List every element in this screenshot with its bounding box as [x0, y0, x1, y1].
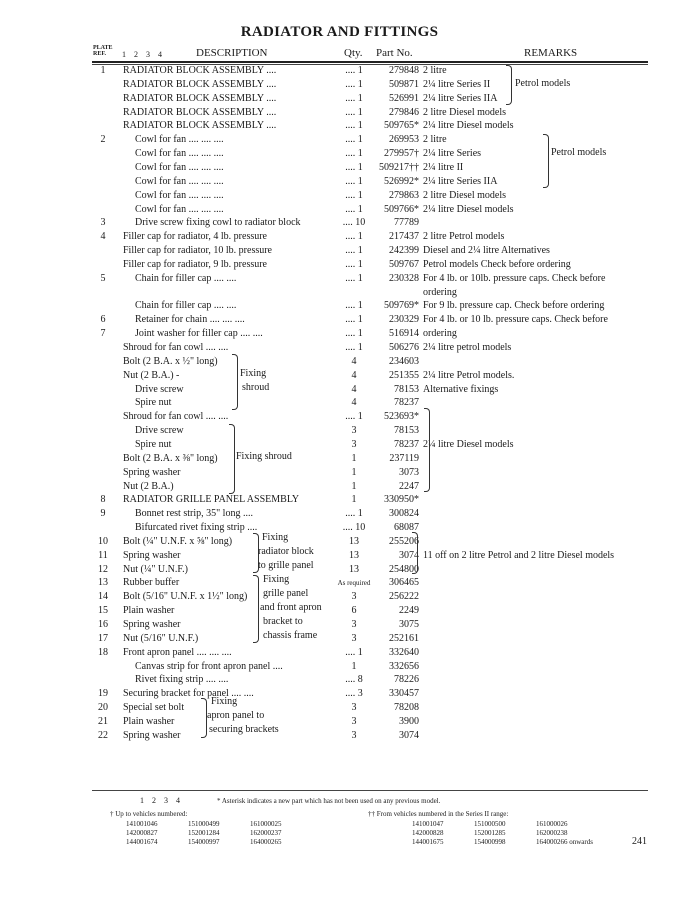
qty-cell: 1: [351, 452, 357, 464]
description-cell: Spire nut: [135, 397, 172, 409]
vehicle-number: 161000025: [250, 820, 282, 828]
table-row: [0, 313, 679, 327]
description-cell: Chain for filler cap .... ....: [135, 272, 237, 284]
ref-cell: 10: [98, 535, 108, 547]
qty-cell: .... 1: [345, 106, 363, 118]
qty-cell: .... 1: [345, 175, 363, 187]
qty-cell: 1: [351, 466, 357, 478]
group-label-grille-1: Fixing: [262, 532, 289, 543]
remarks-cell: 2¼ litre Diesel models: [423, 120, 514, 132]
remarks-cell: 2 litre: [423, 65, 447, 76]
table-row: [0, 369, 679, 383]
qty-header: Qty.: [344, 47, 363, 59]
ref-cell: 20: [98, 702, 108, 714]
part-number-cell: 332656: [389, 660, 419, 672]
vehicle-number: 144001675: [412, 838, 444, 846]
qty-cell: .... 1: [345, 272, 363, 284]
qty-cell: .... 1: [345, 134, 363, 146]
table-row: [0, 230, 679, 244]
brace-petrol-2: [543, 134, 549, 188]
part-number-cell: 509871: [389, 78, 419, 90]
qty-cell: As required: [337, 579, 371, 588]
qty-cell: .... 1: [345, 245, 363, 257]
table-row: [0, 618, 679, 632]
description-cell: Plain washer: [123, 715, 175, 727]
part-number-cell: 255206: [389, 535, 419, 547]
footer-rule: [92, 790, 648, 791]
model-columns-header: 1 2 3 4: [122, 50, 165, 59]
description-cell: Shroud for fan cowl .... ....: [123, 342, 229, 353]
ref-cell: 1: [100, 65, 106, 76]
qty-cell: .... 1: [345, 231, 363, 243]
table-row: [0, 216, 679, 230]
qty-cell: 3: [351, 715, 357, 727]
ref-cell: 11: [98, 549, 108, 561]
part-number-cell: 509767: [389, 258, 419, 270]
table-row: [0, 189, 679, 203]
vehicle-number: 154000998: [474, 838, 506, 846]
part-number-cell: 234603: [389, 355, 419, 367]
table-row: [0, 106, 679, 120]
description-cell: Nut (2 B.A.) -: [123, 369, 180, 381]
description-cell: RADIATOR BLOCK ASSEMBLY ....: [123, 78, 277, 90]
qty-cell: 3: [351, 702, 357, 714]
remarks-cell: 2 litre: [423, 134, 447, 146]
vehicle-number: 152001284: [188, 829, 220, 837]
qty-cell: .... 1: [345, 92, 363, 104]
page-number: 241: [632, 836, 647, 847]
table-row: [0, 258, 679, 272]
part-number-cell: 251355: [389, 369, 419, 381]
qty-cell: .... 1: [345, 120, 363, 132]
table-row: [0, 424, 679, 438]
qty-cell: .... 1: [345, 342, 363, 353]
table-row: [0, 646, 679, 660]
description-cell: RADIATOR BLOCK ASSEMBLY ....: [123, 65, 277, 76]
remarks-cell: For 4 lb. or 10lb. pressure caps. Check before: [423, 272, 606, 284]
table-row: [0, 341, 679, 355]
table-row: [0, 78, 679, 92]
part-number-cell: 306465: [389, 577, 419, 589]
table-row: [0, 327, 679, 341]
vehicle-number: 162000238: [536, 829, 568, 837]
vehicle-number: 154000997: [188, 838, 220, 846]
remarks-cell: 2¼ litre II: [423, 161, 464, 173]
remarks-cell: 2¼ litre petrol models: [423, 342, 512, 353]
part-number-cell: 523693*: [384, 411, 419, 423]
description-cell: Spring washer: [123, 729, 181, 741]
qty-cell: 4: [351, 383, 357, 395]
part-number-cell: 3075: [399, 619, 419, 630]
description-cell: RADIATOR BLOCK ASSEMBLY ....: [123, 92, 277, 104]
part-number-cell: 3074: [399, 549, 419, 561]
part-number-cell: 509766*: [384, 203, 419, 215]
table-row: [0, 660, 679, 674]
part-number-cell: 506276: [389, 342, 419, 353]
ref-cell: 2: [100, 134, 106, 146]
table-row: [0, 493, 679, 507]
brace-petrol-1: [506, 65, 512, 105]
brace-grille-parts: [412, 532, 418, 574]
description-cell: Retainer for chain .... .... ....: [135, 314, 245, 326]
qty-cell: .... 1: [345, 189, 363, 201]
table-row: [0, 410, 679, 424]
part-number-cell: 516914: [389, 328, 419, 340]
qty-cell: .... 10: [342, 217, 366, 229]
table-row: [0, 175, 679, 189]
qty-cell: .... 1: [345, 411, 363, 423]
part-number-cell: 3900: [399, 715, 419, 727]
table-row: [0, 299, 679, 313]
remarks-cell: 2¼ litre Petrol models.: [423, 369, 515, 381]
vehicle-number: 164000265: [250, 838, 282, 846]
description-cell: Joint washer for filler cap .... ....: [135, 328, 263, 340]
remarks-header: REMARKS: [524, 47, 578, 59]
ref-cell: 7: [100, 328, 106, 340]
description-cell: Cowl for fan .... .... ....: [135, 203, 224, 215]
table-row: [0, 576, 679, 590]
vehicle-number: 162000237: [250, 829, 282, 837]
ref-cell: 18: [98, 646, 108, 658]
group-label-apron-4: bracket to: [263, 616, 303, 627]
table-row: [0, 64, 679, 78]
part-number-cell: 269953: [389, 134, 419, 146]
qty-cell: 3: [351, 619, 357, 630]
group-label-apron-3: and front apron: [260, 602, 322, 613]
part-number-cell: 526992*: [384, 175, 419, 187]
group-label-apron-5: chassis frame: [263, 630, 318, 641]
table-row: [0, 535, 679, 549]
table-row: [0, 161, 679, 175]
remarks-cell: 2 litre Diesel models: [423, 189, 507, 201]
description-cell: Nut (5/16" U.N.F.): [123, 632, 199, 644]
group-label-petrol-1: Petrol models: [515, 78, 571, 89]
remarks-cell: 11 off on 2 litre Petrol and 2 litre Diesel models: [423, 549, 615, 561]
qty-cell: .... 1: [345, 508, 363, 520]
description-cell: Filler cap for radiator, 10 lb. pressure: [123, 245, 272, 257]
remarks-cell: ordering: [423, 328, 457, 340]
table-row: [0, 507, 679, 521]
group-label-bracket-2: apron panel to: [207, 710, 265, 721]
group-label-apron-2: grille panel: [263, 588, 309, 599]
group-label-grille-3: to grille panel: [258, 560, 314, 571]
qty-cell: 4: [351, 397, 357, 409]
part-number-cell: 237119: [389, 452, 419, 464]
description-cell: Bifurcated rivet fixing strip ....: [135, 522, 258, 534]
part-number-cell: 242399: [389, 245, 419, 257]
qty-cell: 4: [351, 369, 357, 381]
table-row: [0, 452, 679, 466]
table-row: [0, 701, 679, 715]
remarks-cell: 2 litre Diesel models: [423, 106, 507, 118]
ref-cell: 15: [98, 605, 108, 617]
qty-cell: .... 1: [345, 328, 363, 340]
description-cell: Front apron panel .... .... ....: [123, 646, 232, 658]
description-cell: Plain washer: [123, 605, 175, 617]
part-number-cell: 78237: [394, 397, 419, 409]
description-cell: Cowl for fan .... .... ....: [135, 161, 224, 173]
brace-fixing-shroud-2: [229, 424, 235, 494]
qty-cell: .... 1: [345, 258, 363, 270]
ref-cell: 13: [98, 577, 108, 589]
qty-cell: 13: [349, 535, 359, 547]
remarks-cell: 2 litre Petrol models: [423, 231, 505, 243]
part-number-cell: 78208: [394, 702, 419, 714]
qty-cell: 6: [351, 605, 357, 617]
table-row: [0, 687, 679, 701]
part-number-cell: 2249: [399, 605, 419, 617]
part-number-cell: 256222: [389, 591, 419, 603]
part-number-cell: 330457: [389, 688, 419, 700]
table-row: [0, 590, 679, 604]
remarks-cell: For 9 lb. pressure cap. Check before ordering: [423, 300, 605, 312]
vehicle-number: 141001047: [412, 820, 444, 828]
part-number-cell: 78226: [394, 674, 419, 686]
description-cell: Cowl for fan .... .... ....: [135, 148, 224, 160]
brace-fixing-shroud-1: [232, 354, 238, 410]
asterisk-note: * Asterisk indicates a new part which has not been used on any previous model.: [217, 797, 441, 805]
description-cell: Spring washer: [123, 549, 181, 561]
remarks-cell: For 4 lb. or 10 lb. pressure caps. Check before: [423, 314, 608, 326]
description-cell: Filler cap for radiator, 4 lb. pressure: [123, 231, 267, 243]
remarks-cell: Petrol models Check before ordering: [423, 258, 571, 270]
table-row: [0, 466, 679, 480]
description-header: DESCRIPTION: [196, 47, 268, 59]
description-cell: Spring washer: [123, 466, 181, 478]
table-row: [0, 383, 679, 397]
remarks-cell: Diesel and 2¼ litre Alternatives: [423, 245, 550, 257]
table-row: [0, 521, 679, 535]
description-cell: Bolt (5/16" U.N.F. x 1½" long): [123, 591, 248, 603]
qty-cell: .... 1: [345, 203, 363, 215]
remarks-cell: ordering: [423, 286, 457, 298]
part-number-cell: 78153: [394, 425, 419, 437]
description-cell: Securing bracket for panel .... ....: [123, 688, 254, 700]
ref-cell: 5: [100, 272, 106, 284]
qty-cell: .... 1: [345, 161, 363, 173]
qty-cell: 13: [349, 563, 359, 575]
qty-cell: .... 1: [345, 65, 363, 76]
plate-label: PLATE: [93, 45, 113, 51]
table-row: [0, 355, 679, 369]
qty-cell: .... 8: [345, 674, 363, 686]
remarks-cell: 2¼ litre Series II: [423, 78, 491, 90]
table-row: [0, 396, 679, 410]
ref-cell: 22: [98, 729, 108, 741]
table-row: [0, 119, 679, 133]
table-row: [0, 729, 679, 743]
table-row: [0, 480, 679, 494]
qty-cell: 3: [351, 591, 357, 603]
description-cell: Cowl for fan .... .... ....: [135, 134, 224, 146]
description-cell: RADIATOR GRILLE PANEL ASSEMBLY: [123, 494, 300, 506]
vehicle-number: 151000500: [474, 820, 506, 828]
part-number-cell: 254800: [389, 563, 419, 575]
description-cell: Canvas strip for front apron panel ....: [135, 660, 283, 672]
description-cell: Bolt (2 B.A. x ½" long): [123, 355, 218, 367]
part-number-cell: 252161: [389, 632, 419, 644]
part-number-cell: 3074: [399, 729, 419, 741]
header-rule-thick: [92, 61, 648, 63]
ref-cell: 17: [98, 632, 108, 644]
description-cell: Nut (2 B.A.): [123, 480, 174, 492]
vehicle-number: 151000499: [188, 820, 220, 828]
double-dagger-note: †† From vehicles numbered in the Series II range:: [368, 810, 509, 818]
vehicle-number: 144001674: [126, 838, 158, 846]
part-number-cell: 332640: [389, 646, 419, 658]
part-no-header: Part No.: [376, 47, 413, 59]
group-label-grille-2: radiator block: [258, 546, 314, 557]
description-cell: Bonnet rest strip, 35" long ....: [135, 508, 253, 520]
ref-cell: 3: [100, 217, 106, 229]
group-label-bracket-1: Fixing: [211, 696, 238, 707]
part-number-cell: 230329: [389, 314, 419, 326]
qty-cell: 1: [351, 660, 357, 672]
description-cell: Spire nut: [135, 438, 172, 450]
remarks-cell: Alternative fixings: [423, 383, 499, 395]
qty-cell: 3: [351, 425, 357, 437]
description-cell: Cowl for fan .... .... ....: [135, 175, 224, 187]
description-cell: Special set bolt: [123, 702, 185, 714]
remarks-cell: 2¼ litre Series IIA: [423, 92, 498, 104]
description-cell: Drive screw fixing cowl to radiator block: [135, 217, 301, 229]
table-row: [0, 673, 679, 687]
part-number-cell: 330950*: [384, 494, 419, 506]
table-row: [0, 286, 679, 300]
part-number-cell: 300824: [389, 508, 419, 520]
ref-cell: 4: [100, 231, 106, 243]
description-cell: Cowl for fan .... .... ....: [135, 189, 224, 201]
vehicle-number: 142000827: [126, 829, 158, 837]
qty-cell: .... 1: [345, 646, 363, 658]
table-row: [0, 272, 679, 286]
part-number-cell: 509769*: [384, 300, 419, 312]
plate-ref-header: [93, 45, 113, 57]
qty-cell: .... 3: [345, 688, 363, 700]
part-number-cell: 78237: [394, 438, 419, 450]
description-cell: Rubber buffer: [123, 577, 180, 589]
remarks-cell: 2¼ litre Series: [423, 148, 482, 160]
description-cell: Bolt (2 B.A. x ⅜" long): [123, 452, 218, 464]
qty-cell: .... 1: [345, 148, 363, 160]
part-number-cell: 279846: [389, 106, 419, 118]
qty-cell: 3: [351, 438, 357, 450]
table-row: [0, 92, 679, 106]
part-number-cell: 279863: [389, 189, 419, 201]
qty-cell: .... 1: [345, 78, 363, 90]
group-label-shroud-1: shroud: [242, 382, 270, 393]
part-number-cell: 77789: [394, 217, 419, 229]
ref-cell: 12: [98, 563, 108, 575]
qty-cell: 1: [351, 480, 357, 492]
part-number-cell: 3073: [399, 466, 419, 478]
brace-diesel: [424, 408, 430, 492]
group-label-petrol-2: Petrol models: [551, 147, 607, 158]
vehicle-number: 164000266 onwards: [536, 838, 593, 846]
part-number-cell: 78153: [394, 383, 419, 395]
table-row: [0, 604, 679, 618]
qty-cell: 1: [351, 494, 357, 506]
remarks-cell: 2¼ litre Diesel models: [423, 203, 514, 215]
table-row: [0, 563, 679, 577]
description-cell: Chain for filler cap .... ....: [135, 300, 237, 312]
ref-cell: 19: [98, 688, 108, 700]
table-row: [0, 549, 679, 563]
part-number-cell: 279848: [389, 65, 419, 76]
ref-cell: 9: [100, 508, 106, 520]
brace-apron-fixing: [253, 575, 259, 643]
table-row: [0, 715, 679, 729]
ref-cell: 14: [98, 591, 108, 603]
description-cell: Spring washer: [123, 619, 181, 630]
ref-cell: 8: [100, 494, 106, 506]
qty-cell: .... 1: [345, 314, 363, 326]
description-cell: Drive screw: [135, 383, 184, 395]
part-number-cell: 217437: [389, 231, 419, 243]
qty-cell: 3: [351, 632, 357, 644]
group-label-bracket-3: securing brackets: [209, 724, 279, 735]
group-label-fixing-shroud-2: Fixing shroud: [236, 451, 292, 462]
qty-cell: .... 10: [342, 522, 366, 534]
group-label-apron-1: Fixing: [263, 574, 290, 585]
table-row: [0, 632, 679, 646]
ref-cell: 6: [100, 314, 106, 326]
footer-columns: 1 2 3 4: [140, 796, 183, 805]
ref-cell: 21: [98, 715, 108, 727]
table-row: [0, 244, 679, 258]
vehicle-number: 161000026: [536, 820, 568, 828]
qty-cell: .... 1: [345, 300, 363, 312]
part-number-cell: 279957†: [384, 148, 419, 160]
vehicle-number: 142000828: [412, 829, 444, 837]
dagger-note: † Up to vehicles numbered:: [110, 810, 188, 818]
qty-cell: 4: [351, 355, 357, 367]
qty-cell: 13: [349, 549, 359, 561]
table-row: [0, 203, 679, 217]
page-title: RADIATOR AND FITTINGS: [240, 24, 439, 40]
remarks-cell: 2¼ litre Series IIA: [423, 175, 498, 187]
remarks-cell: 2¼ litre Diesel models: [423, 438, 514, 450]
part-number-cell: 2247: [399, 480, 419, 492]
vehicle-number: 152001285: [474, 829, 506, 837]
part-number-cell: 526991: [389, 92, 419, 104]
description-cell: Bolt (¼" U.N.F. x ⅝" long): [123, 535, 233, 547]
description-cell: RADIATOR BLOCK ASSEMBLY ....: [123, 106, 277, 118]
part-number-cell: 230328: [389, 272, 419, 284]
part-number-cell: 68087: [394, 522, 419, 534]
table-row: [0, 133, 679, 147]
description-cell: Rivet fixing strip .... ....: [135, 674, 229, 686]
table-row: [0, 438, 679, 452]
vehicle-number: 141001046: [126, 820, 158, 828]
group-label-fixing-1: Fixing: [240, 368, 267, 379]
description-cell: Drive screw: [135, 425, 184, 437]
part-number-cell: 509217††: [379, 161, 419, 173]
part-number-cell: 509765*: [384, 120, 419, 132]
qty-cell: 3: [351, 729, 357, 741]
description-cell: Filler cap for radiator, 9 lb. pressure: [123, 258, 267, 270]
description-cell: RADIATOR BLOCK ASSEMBLY ....: [123, 120, 277, 132]
description-cell: Shroud for fan cowl .... ....: [123, 411, 229, 423]
ref-cell: 16: [98, 619, 108, 630]
ref-label: REF.: [93, 51, 106, 57]
description-cell: Nut (¼" U.N.F.): [123, 563, 188, 575]
